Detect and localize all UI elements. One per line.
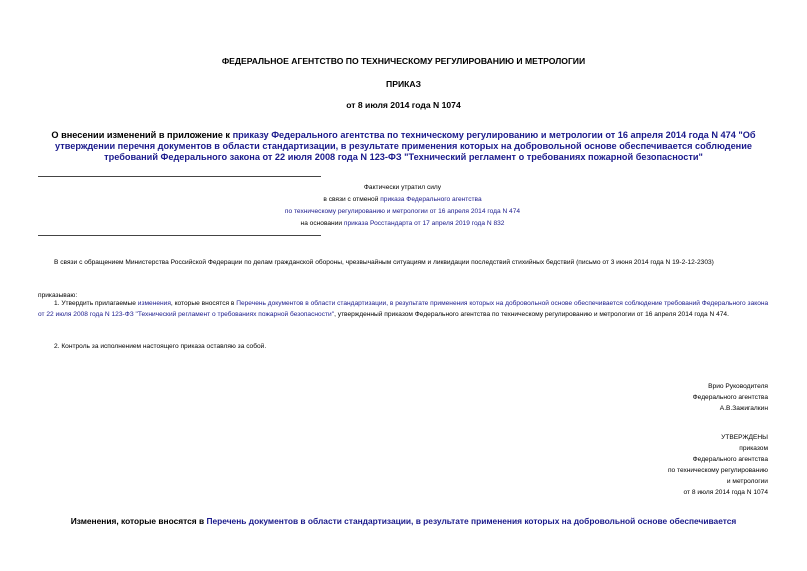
paragraph-preamble: В связи с обращением Министерства Российской Федерации по делам гражданской обороны, чрезвычайным ситуациям и ликвидации последствий стихийных бедствий (письмо от 3 июня 2014 года N 19-2-12-2303) (54, 259, 714, 266)
approval-block (500, 432, 768, 498)
approval-line5: и метрологии (726, 478, 768, 485)
approval-line6: от 8 июля 2014 года N 1074 (683, 489, 768, 496)
signature-name: А.В.Зажигалкин (719, 405, 768, 412)
signature-agency: Федерального агентства (692, 394, 768, 401)
approval-line3: Федерального агентства (692, 456, 768, 463)
status-note-link2[interactable]: по техническому регулированию и метрологии от 16 апреля 2014 года N 474 (284, 208, 521, 215)
order-item-2: 2. Контроль за исполнением настоящего приказа оставляю за собой. (54, 343, 267, 350)
signature-block (500, 381, 768, 414)
status-note-line2: в связи с отменой приказа Федерального агентства (323, 196, 482, 203)
status-note (210, 182, 595, 230)
document-title (38, 130, 769, 163)
signature-title: Врио Руководителя (708, 383, 768, 390)
agency-name: ФЕДЕРАЛЬНОЕ АГЕНТСТВО ПО ТЕХНИЧЕСКОМУ РЕГУЛИРОВАНИЮ И МЕТРОЛОГИИ (221, 56, 586, 66)
list-link[interactable]: Перечень документов в области стандартизации, в результате применения которых на добровольной основе обеспечивается соблюдение требований Федерального закона от 22 июля 2008 года N 123-ФЗ "Технический регламент о требованиях пожарной безопасности" (38, 300, 769, 318)
approval-line1: УТВЕРЖДЕНЫ (721, 434, 768, 441)
status-note-link1[interactable]: приказа Федерального агентства (380, 196, 482, 203)
changes-link[interactable]: изменения (137, 300, 171, 307)
title-link[interactable]: приказу Федерального агентства по техническому регулированию и метрологии от 16 апреля 2014 года N 474 "Об утверждении перечня документов в области стандартизации, в результате применения которых на добровольной основе обеспечивается соблюдение требований Федерального закона от 22 июля 2008 года N 123-ФЗ "Технический регламент о требованиях пожарной безопасности" (54, 130, 756, 162)
divider-bottom (38, 235, 321, 236)
approval-line2: приказом (739, 445, 768, 452)
title-text: О внесении изменений в приложение к (51, 130, 233, 140)
doc-date: от 8 июля 2014 года N 1074 (346, 100, 461, 110)
changes-heading-link[interactable]: Перечень документов в области стандартизации, в результате применения которых на добровольной основе обеспечивается (206, 516, 737, 526)
status-note-link3[interactable]: приказа Росстандарта от 17 апреля 2019 года N 832 (343, 220, 505, 227)
doc-type: ПРИКАЗ (386, 79, 421, 89)
order-word: приказываю: (38, 292, 78, 299)
status-note-line1: Фактически утратил силу (363, 184, 442, 191)
status-note-line4: на основании приказа Росстандарта от 17 апреля 2019 года N 832 (300, 220, 505, 227)
approval-line4: по техническому регулированию (667, 467, 768, 474)
divider-top (38, 176, 321, 177)
changes-heading: Изменения, которые вносятся в Перечень документов в области стандартизации, в результате применения которых на добровольной основе обеспечивается (70, 516, 737, 526)
order-item-1: 1. Утвердить прилагаемые изменения, которые вносятся в Перечень документов в области стандартизации, в результате применения которых на добровольной основе обеспечивается соблюдение требований Федерального закона от 22 июля 2008 года N 123-ФЗ "Технический регламент о требованиях пожарной безопасности", утвержденный приказом Федерального агентства по техническому регулированию и метрологии от 16 апреля 2014 года N 474. (38, 300, 769, 318)
